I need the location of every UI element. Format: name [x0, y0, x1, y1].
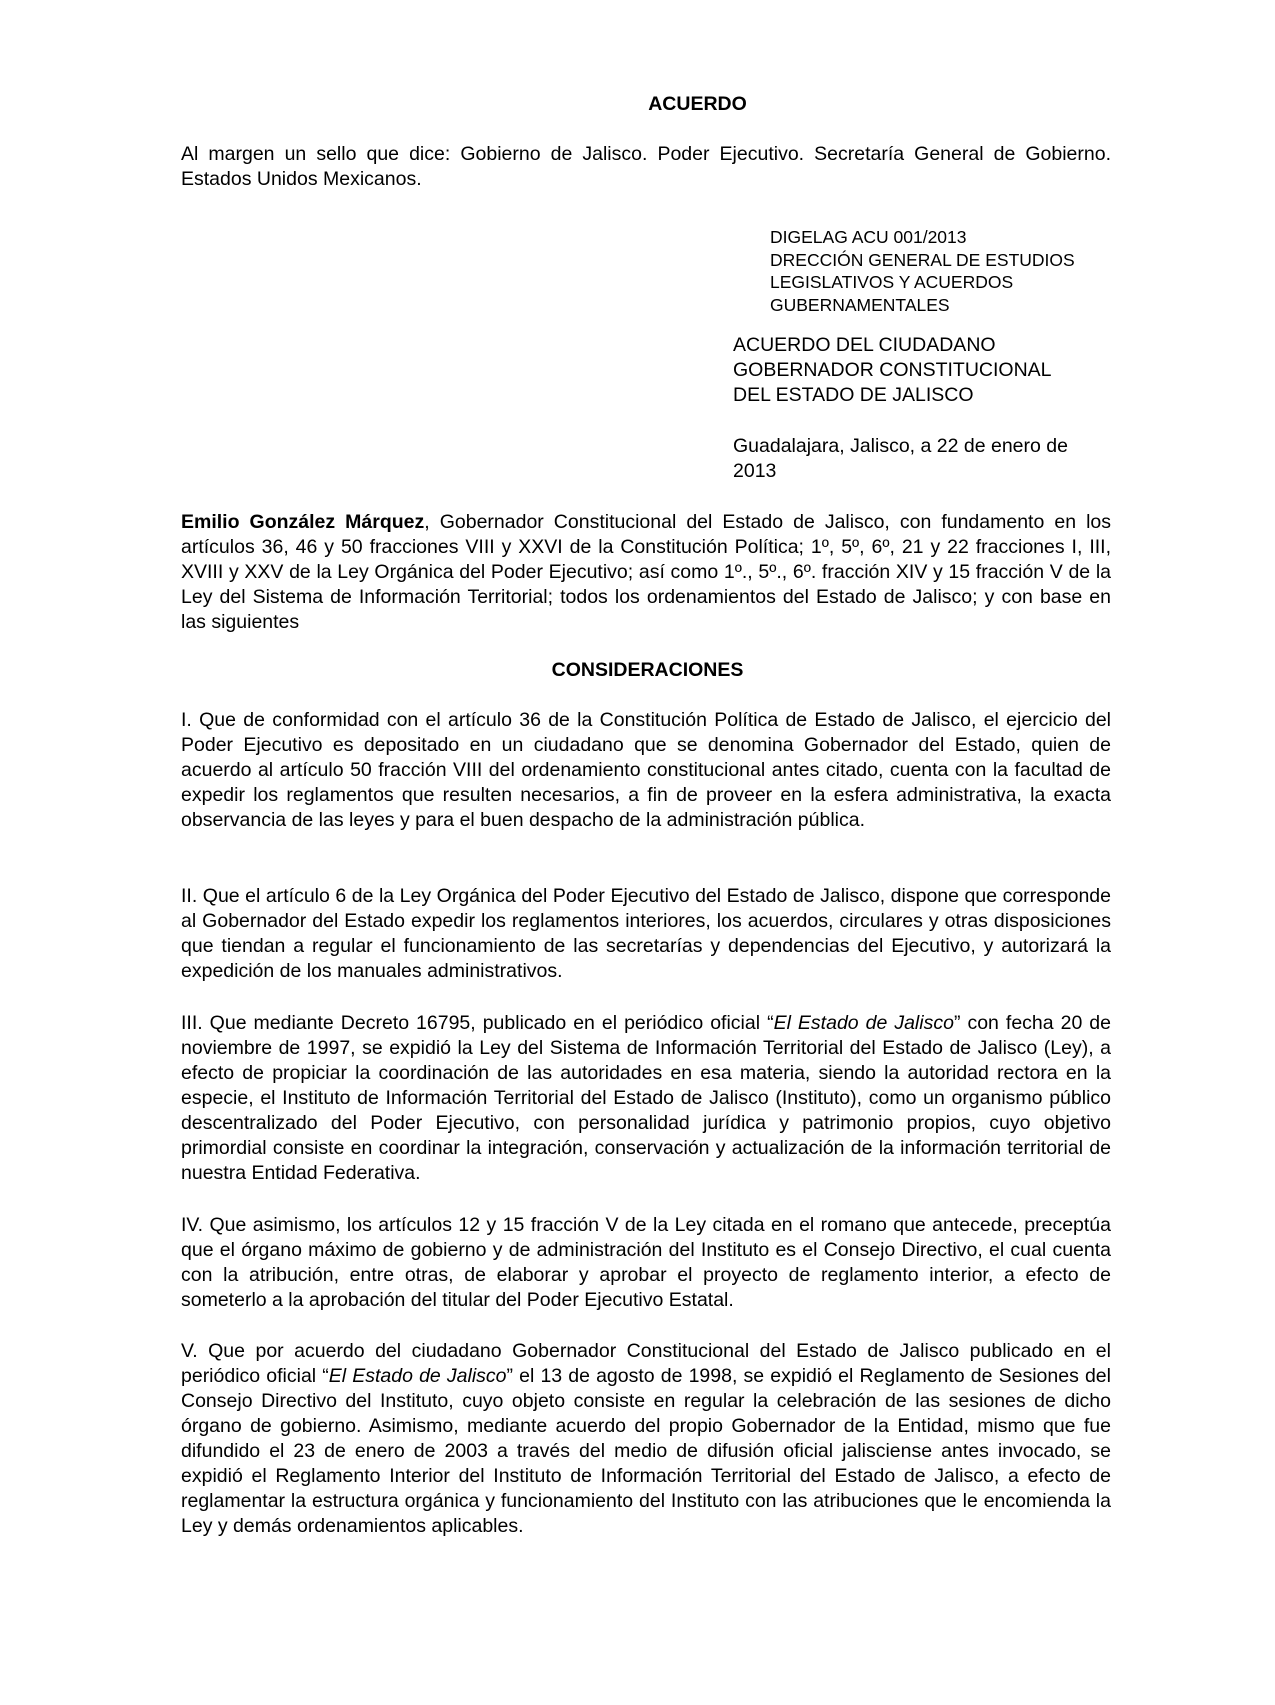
intro-text: , Gobernador Constitucional del Estado de Jalisco, con fundamento en los artículos 36, 46 y 50 fracciones VIII y XXVI de la Constitución Política; 1º, 5º, 6º, 21 y 22 fracciones I, III, XVIII y XXV de la Ley Orgánica del Poder Ejecutivo; así como 1º., 5º., 6º. fracción XIV y 15 fracción V de la Ley del Sistema de Información Territorial; todos los ordenamientos del Estado de Jalisco; y con base en las siguientes [181, 511, 1111, 633]
acuerdo-title-line: ACUERDO DEL CIUDADANO [733, 334, 996, 356]
considerations-heading: CONSIDERACIONES [551, 659, 744, 681]
governor-name: Emilio González Márquez [181, 511, 425, 533]
consideration-v [181, 1339, 1111, 1539]
consideration-v-text-b: ” el 13 de agosto de 1998, se expidió el Reglamento de Sesiones del Consejo Directivo del Instituto, cuyo objeto consiste en regular la celebración de las sesiones de dicho órgano de gobierno. Asimismo, mediante acuerdo del propio Gobernador de la Entidad, mismo que fue difundido el 23 de enero de 2003 a través del medio de difusión oficial jalisciense antes invocado, se expidió el Reglamento Interior del Instituto de Información Territorial del Estado de Jalisco, a efecto de reglamentar la estructura orgánica y funcionamiento del Instituto con las atribuciones que le encomienda la Ley y demás ordenamientos aplicables. [181, 1365, 1111, 1537]
reference-block [770, 226, 1075, 316]
consideration-iii-text-a: III. Que mediante Decreto 16795, publicado en el periódico oficial “ [181, 1012, 774, 1034]
reference-line: GUBERNAMENTALES [770, 294, 950, 315]
reference-line: LEGISLATIVOS Y ACUERDOS [770, 272, 1014, 292]
reference-line: DRECCIÓN GENERAL DE ESTUDIOS [770, 249, 1075, 270]
consideration-i: I. Que de conformidad con el artículo 36 de la Constitución Política de Estado de Jalisco, el ejercicio del Poder Ejecutivo es depositado en un ciudadano que se denomina Gobernador del Estado, quien de acuerdo al artículo 50 fracción VIII del ordenamiento constitucional antes citado, cuenta con la facultad de expedir los reglamentos que resulten necesarios, a fin de proveer en la esfera administrativa, la exacta observancia de las leyes y para el buen despacho de la administración pública. [181, 709, 1111, 831]
consideration-iii-text-b: ” con fecha 20 de noviembre de 1997, se expidió la Ley del Sistema de Información Territorial del Estado de Jalisco (Ley), a efecto de propiciar la coordinación de las autoridades en esa materia, siendo la autoridad rectora en la especie, el Instituto de Información Territorial del Estado de Jalisco (Instituto), como un organismo público descentralizado del Poder Ejecutivo, con personalidad jurídica y patrimonio propios, cuyo objetivo primordial consiste en coordinar la integración, conservación y actualización de la información territorial de nuestra Entidad Federativa. [181, 1012, 1111, 1184]
acuerdo-title-line: GOBERNADOR CONSTITUCIONAL [733, 359, 1052, 381]
newspaper-title: El Estado de Jalisco [773, 1012, 954, 1034]
acuerdo-title-block [733, 333, 1052, 408]
consideration-ii: II. Que el artículo 6 de la Ley Orgánica del Poder Ejecutivo del Estado de Jalisco, dispone que corresponde al Gobernador del Estado expedir los reglamentos interiores, los acuerdos, circulares y otras disposiciones que tiendan a regular el funcionamiento de las secretarías y dependencias del Ejecutivo, y autorizará la expedición de los manuales administrativos. [181, 885, 1111, 982]
consideration-v-text-a: V. Que por acuerdo del ciudadano Gobernador Constitucional del Estado de Jalisco publicado en el periódico oficial “ [181, 1340, 1111, 1387]
newspaper-title: El Estado de Jalisco [328, 1365, 507, 1387]
margin-note: Al margen un sello que dice: Gobierno de Jalisco. Poder Ejecutivo. Secretaría General de Gobierno. Estados Unidos Mexicanos. [181, 143, 1111, 190]
consideration-iii [181, 1011, 1111, 1186]
document-heading: ACUERDO [648, 93, 747, 115]
acuerdo-title-line: DEL ESTADO DE JALISCO [733, 384, 974, 406]
place-date: Guadalajara, Jalisco, a 22 de enero de 2013 [733, 435, 1068, 482]
intro-paragraph [181, 510, 1111, 635]
reference-line: DIGELAG ACU 001/2013 [770, 227, 967, 247]
consideration-iv: IV. Que asimismo, los artículos 12 y 15 fracción V de la Ley citada en el romano que antecede, preceptúa que el órgano máximo de gobierno y de administración del Instituto es el Consejo Directivo, el cual cuenta con la atribución, entre otras, de elaborar y aprobar el proyecto de reglamento interior, a efecto de someterlo a la aprobación del titular del Poder Ejecutivo Estatal. [181, 1214, 1111, 1311]
